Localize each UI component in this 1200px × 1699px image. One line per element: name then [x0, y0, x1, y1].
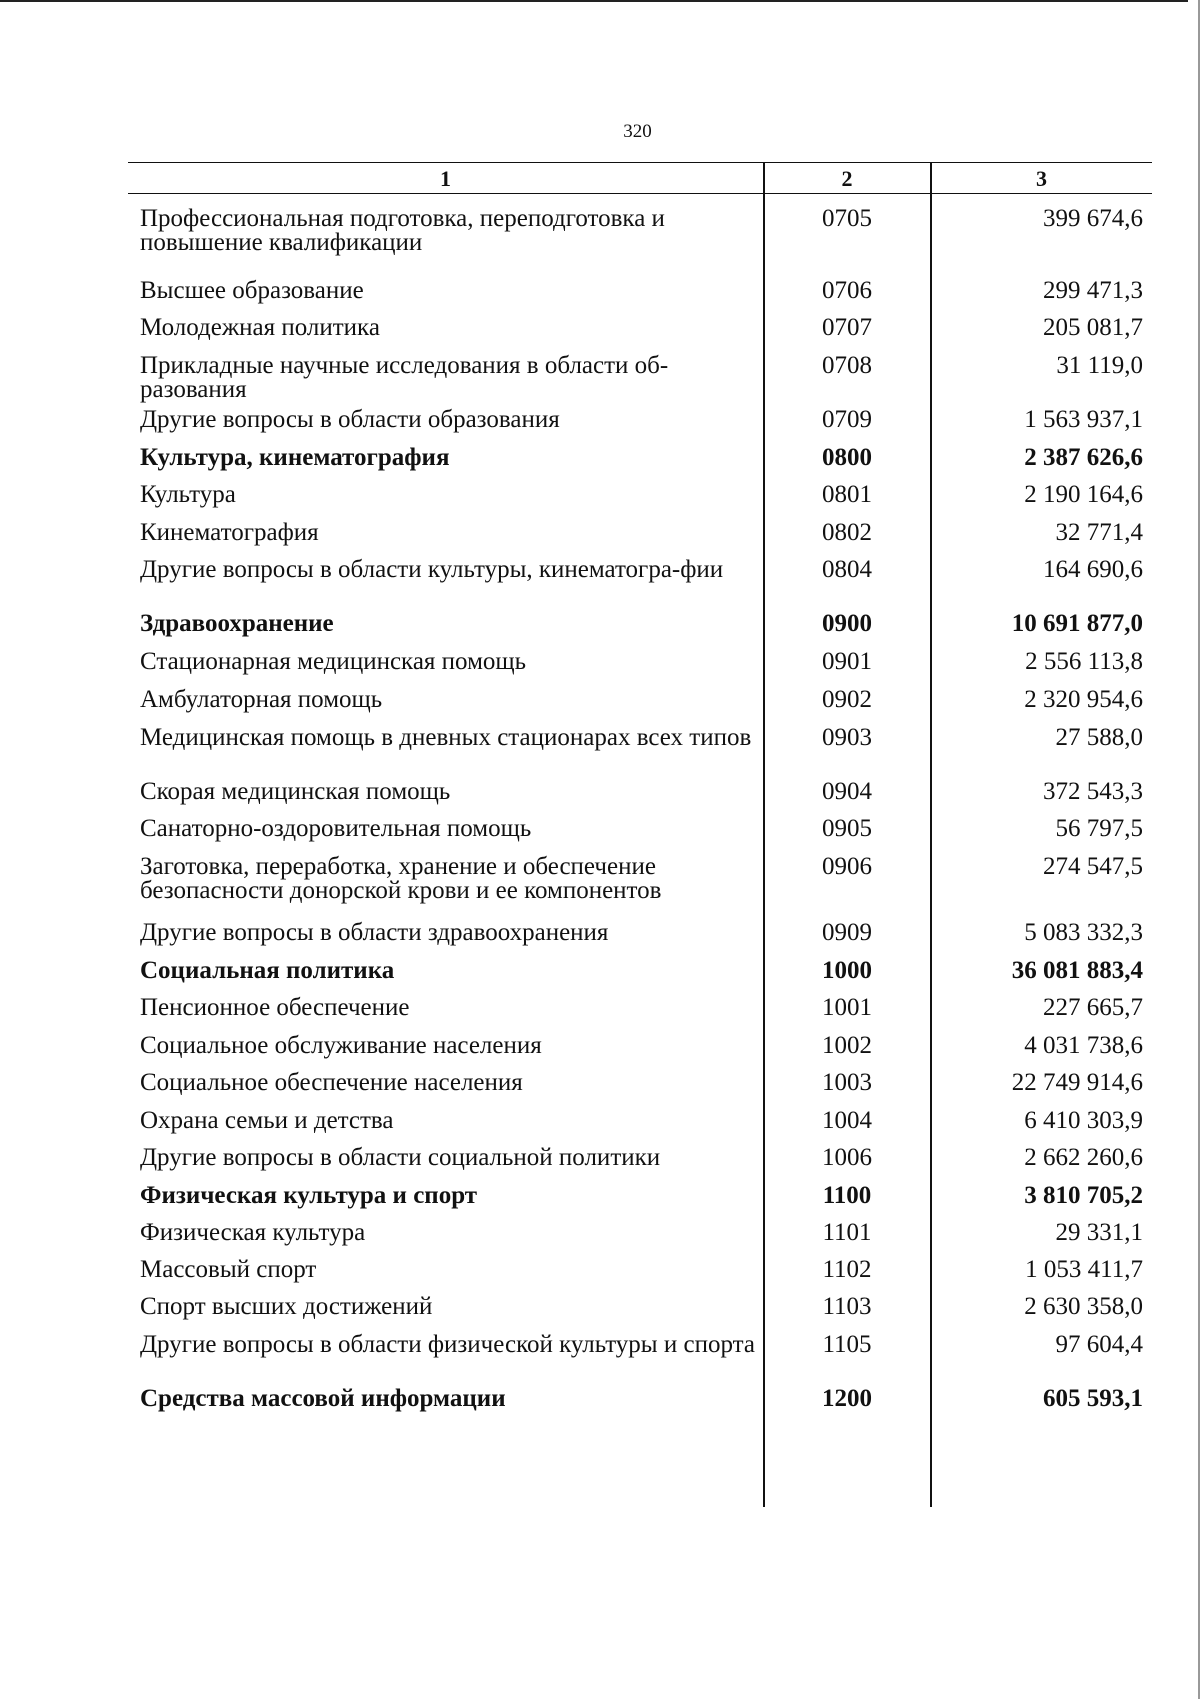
row-amount: 22 749 914,6 — [1011, 1069, 1143, 1096]
row-code: 1000 — [822, 957, 872, 984]
row-code: 0708 — [822, 352, 872, 379]
row-amount: 3 810 705,2 — [1024, 1182, 1143, 1209]
row-code: 0709 — [822, 406, 872, 433]
row-amount: 1 053 411,7 — [1025, 1256, 1143, 1283]
table-row — [128, 207, 1152, 257]
table-row — [128, 817, 1152, 841]
table-section-row — [128, 446, 1152, 470]
table-row — [128, 996, 1152, 1020]
table-row — [128, 354, 1152, 404]
row-name: Физическая культура и спорт — [140, 1182, 478, 1209]
row-code: 1200 — [822, 1385, 872, 1412]
row-code: 0902 — [822, 686, 872, 713]
row-name: Охрана семьи и детства — [140, 1107, 394, 1134]
row-name: Другие вопросы в области физической культуры и спорта — [140, 1331, 755, 1358]
row-amount: 399 674,6 — [1043, 205, 1143, 232]
row-name: Санаторно-оздоровительная помощь — [140, 815, 532, 842]
table-row — [128, 1295, 1152, 1319]
row-code: 0800 — [822, 444, 872, 471]
row-amount: 2 190 164,6 — [1024, 481, 1143, 508]
row-name: Скорая медицинская помощь — [140, 778, 451, 805]
row-code: 1001 — [822, 994, 872, 1021]
row-name: Другие вопросы в области культуры, кинематогра-фии — [140, 556, 724, 583]
row-amount: 2 387 626,6 — [1024, 444, 1143, 471]
table-row — [128, 1333, 1152, 1383]
table-row — [128, 650, 1152, 674]
row-amount: 32 771,4 — [1055, 519, 1143, 546]
row-code: 1102 — [822, 1256, 872, 1283]
row-name: Другие вопросы в области здравоохранения — [140, 919, 609, 946]
row-code: 1103 — [822, 1293, 872, 1320]
page-number: 320 — [623, 121, 652, 142]
header-col-2: 2 — [841, 166, 853, 191]
row-name: Высшее образование — [140, 277, 364, 304]
row-code: 0905 — [822, 815, 872, 842]
table-section-row — [128, 1184, 1152, 1208]
row-amount: 372 543,3 — [1043, 778, 1143, 805]
row-amount: 29 331,1 — [1055, 1219, 1143, 1246]
table-section-row — [128, 959, 1152, 983]
row-amount: 27 588,0 — [1055, 724, 1143, 751]
table-row — [128, 921, 1152, 945]
row-amount: 56 797,5 — [1055, 815, 1143, 842]
table-row — [128, 279, 1152, 303]
row-code: 0909 — [822, 919, 872, 946]
row-code: 0804 — [822, 556, 872, 583]
row-name: Социальная политика — [140, 957, 395, 984]
row-code: 1006 — [822, 1144, 872, 1171]
row-amount: 605 593,1 — [1043, 1385, 1143, 1412]
row-name: Спорт высших достижений — [140, 1293, 433, 1320]
row-amount: 5 083 332,3 — [1024, 919, 1143, 946]
row-name: Амбулаторная помощь — [140, 686, 383, 713]
table-row — [128, 483, 1152, 507]
row-name: Средства массовой информации — [140, 1385, 506, 1412]
row-name: Культура — [140, 481, 236, 508]
row-amount: 2 662 260,6 — [1024, 1144, 1143, 1171]
row-name: Физическая культура — [140, 1219, 366, 1246]
row-name: Другие вопросы в области образования — [140, 406, 560, 433]
row-amount: 205 081,7 — [1043, 314, 1143, 341]
row-name: Социальное обеспечение населения — [140, 1069, 523, 1096]
row-code: 0903 — [822, 724, 872, 751]
row-code: 0705 — [822, 205, 872, 232]
scan-top-edge — [0, 0, 1188, 2]
row-code: 0900 — [822, 610, 872, 637]
table-row — [128, 780, 1152, 804]
row-amount: 2 630 358,0 — [1024, 1293, 1143, 1320]
budget-table — [128, 162, 1152, 1412]
row-name: Другие вопросы в области социальной политики — [140, 1144, 661, 1171]
table-section-row — [128, 612, 1152, 636]
row-code: 0901 — [822, 648, 872, 675]
table-row — [128, 1071, 1152, 1095]
row-amount: 227 665,7 — [1043, 994, 1143, 1021]
row-name: Молодежная политика — [140, 314, 380, 341]
table-header — [128, 162, 1152, 194]
row-amount: 1 563 937,1 — [1024, 406, 1143, 433]
table-row — [128, 408, 1152, 432]
row-name: Медицинская помощь в дневных стационарах всех типов — [140, 724, 752, 751]
row-name: Стационарная медицинская помощь — [140, 648, 527, 675]
table-row — [128, 726, 1152, 776]
row-name: Здравоохранение — [140, 610, 334, 637]
table-row — [128, 521, 1152, 545]
row-code: 1100 — [822, 1182, 872, 1209]
table-row — [128, 1109, 1152, 1133]
row-name: Заготовка, переработка, хранение и обеспечение безопасности донорской крови и ее компонентов — [140, 853, 662, 904]
row-amount: 164 690,6 — [1043, 556, 1143, 583]
table-row — [128, 855, 1152, 905]
row-name: Массовый спорт — [140, 1256, 317, 1283]
row-name: Пенсионное обеспечение — [140, 994, 410, 1021]
row-name: Социальное обслуживание населения — [140, 1032, 542, 1059]
table-row — [128, 1146, 1152, 1170]
row-amount: 10 691 877,0 — [1011, 610, 1143, 637]
row-amount: 2 556 113,8 — [1025, 648, 1143, 675]
row-code: 0904 — [822, 778, 872, 805]
row-name: Прикладные научные исследования в области об-разования — [140, 352, 669, 403]
row-code: 0906 — [822, 853, 872, 880]
table-section-row — [128, 1387, 1152, 1411]
table-row — [128, 1258, 1152, 1282]
table-row — [128, 316, 1152, 340]
row-amount: 299 471,3 — [1043, 277, 1143, 304]
table-row — [128, 688, 1152, 712]
row-amount: 36 081 883,4 — [1011, 957, 1143, 984]
row-amount: 97 604,4 — [1055, 1331, 1143, 1358]
row-name: Профессиональная подготовка, переподготовка и повышение квалификации — [140, 205, 665, 256]
row-amount: 4 031 738,6 — [1024, 1032, 1143, 1059]
row-amount: 6 410 303,9 — [1024, 1107, 1143, 1134]
table-row — [128, 1034, 1152, 1058]
header-col-1: 1 — [440, 166, 451, 191]
row-code: 0801 — [822, 481, 872, 508]
row-code: 0707 — [822, 314, 872, 341]
row-name: Культура, кинематография — [140, 444, 450, 471]
header-col-3: 3 — [1036, 166, 1047, 191]
row-code: 1002 — [822, 1032, 872, 1059]
row-code: 0802 — [822, 519, 872, 546]
row-name: Кинематография — [140, 519, 319, 546]
table-row — [128, 1221, 1152, 1245]
row-amount: 2 320 954,6 — [1024, 686, 1143, 713]
row-amount: 274 547,5 — [1043, 853, 1143, 880]
row-amount: 31 119,0 — [1056, 352, 1143, 379]
row-code: 0706 — [822, 277, 872, 304]
row-code: 1004 — [822, 1107, 872, 1134]
row-code: 1105 — [822, 1331, 872, 1358]
row-code: 1003 — [822, 1069, 872, 1096]
row-code: 1101 — [822, 1219, 872, 1246]
table-row — [128, 558, 1152, 608]
